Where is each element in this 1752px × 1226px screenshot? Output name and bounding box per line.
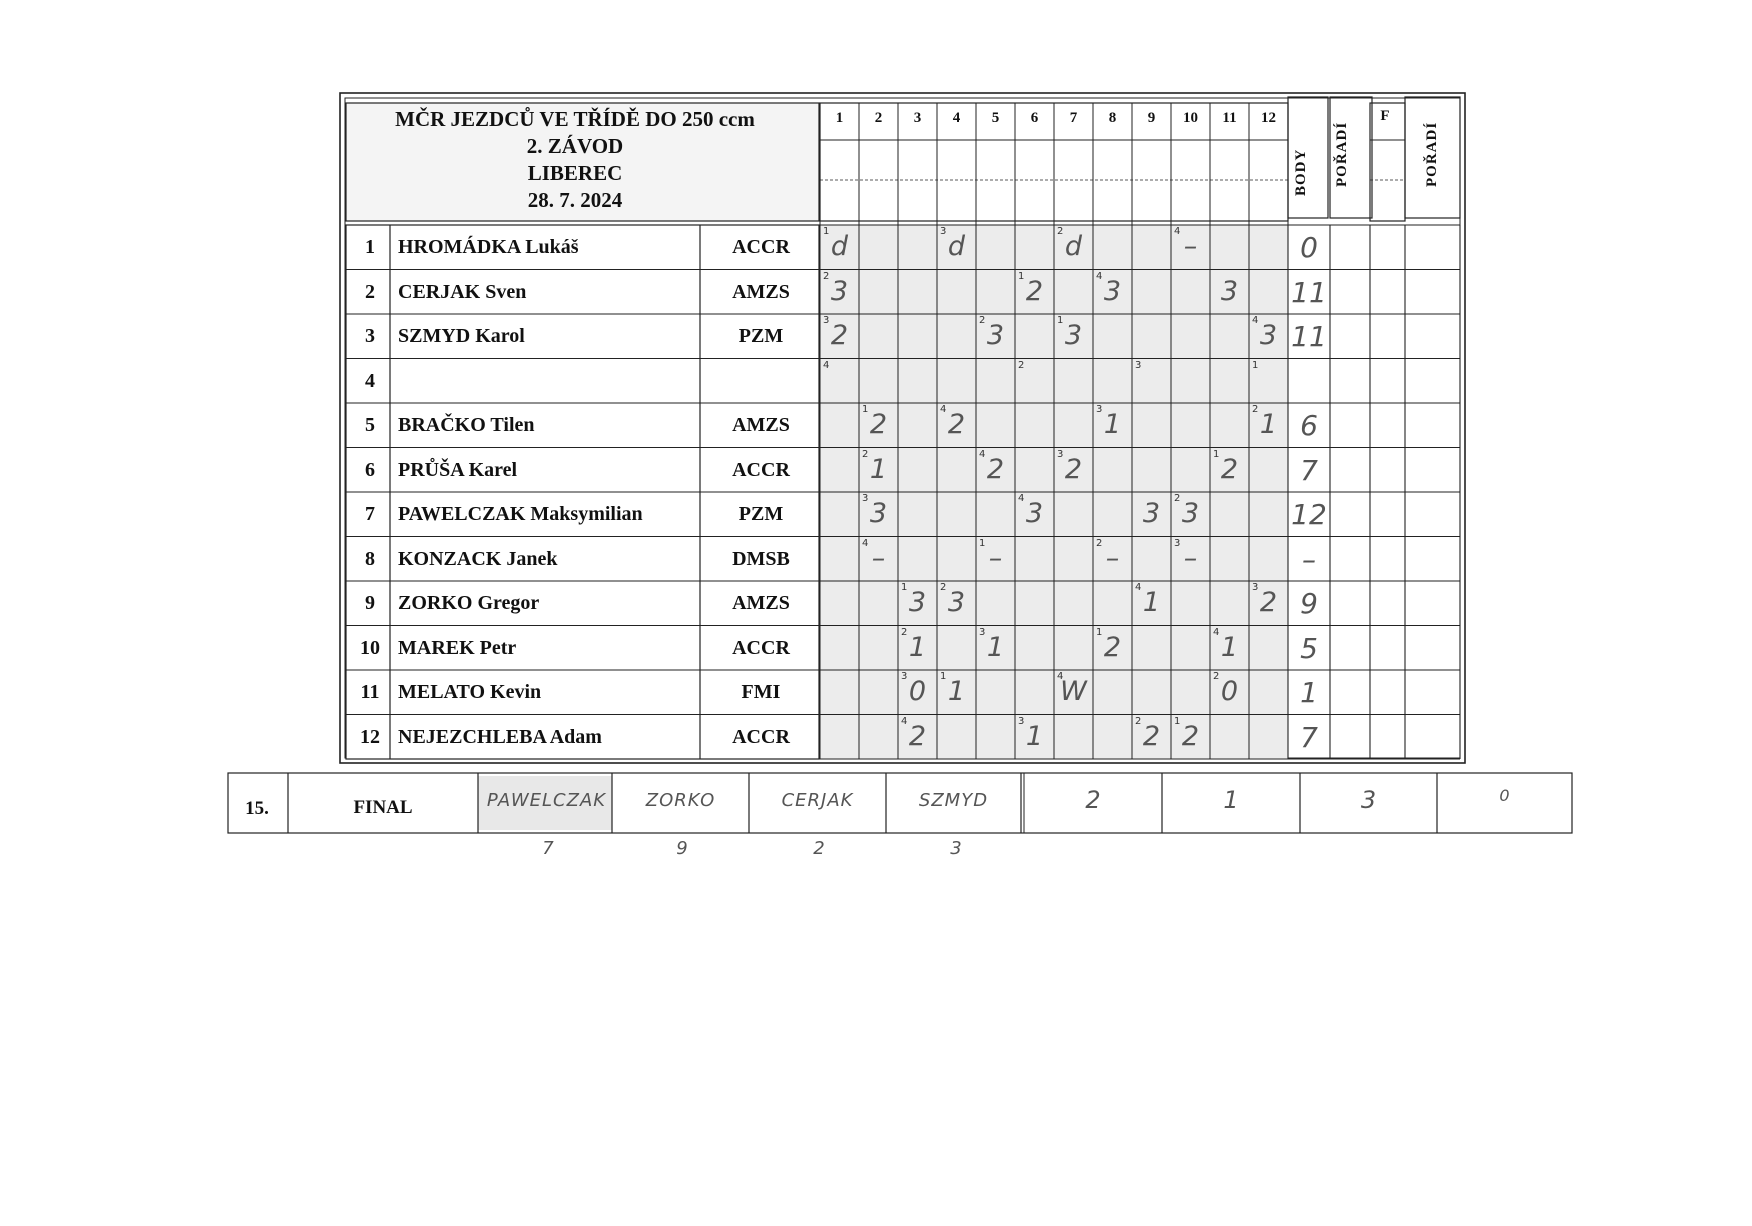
- final-heat-number: 15.: [245, 798, 269, 819]
- heat-header-10: 10: [1183, 110, 1198, 126]
- rider-number: 8: [365, 547, 375, 570]
- rider-name: HROMÁDKA Lukáš: [398, 236, 579, 258]
- rider-name: BRAČKO Tilen: [398, 414, 535, 436]
- gate-number: 4: [901, 715, 908, 727]
- heat-score: 2: [1181, 720, 1200, 752]
- final-rider-number: 2: [813, 838, 825, 859]
- heat-score: 2: [908, 720, 927, 752]
- final-rider-name: CERJAK: [781, 790, 854, 811]
- heat-score: 3: [869, 498, 888, 529]
- final-result: 3: [1360, 786, 1377, 814]
- final-rider-number: 7: [542, 838, 554, 859]
- gate-number: 4: [1174, 226, 1181, 237]
- gate-number: 4: [1135, 582, 1142, 593]
- gate-number: 3: [1096, 404, 1103, 415]
- gate-number: 1: [1213, 448, 1220, 460]
- final-rider-name: ZORKO: [645, 790, 716, 811]
- gate-number: 1: [1096, 626, 1103, 638]
- gate-number: 2: [1213, 671, 1220, 682]
- gate-number: 3: [1018, 715, 1025, 727]
- heat-score: 3: [1181, 498, 1200, 529]
- heat-score: 2: [869, 409, 888, 440]
- heat-score: 3: [1103, 275, 1122, 307]
- heat-score: 3: [1064, 320, 1083, 351]
- heat-score: 3: [1220, 275, 1239, 307]
- heat-score: 1: [1103, 409, 1122, 440]
- gate-number: 1: [1174, 715, 1181, 727]
- rider-name: SZMYD Karol: [398, 325, 525, 347]
- rider-club: PZM: [738, 503, 784, 525]
- heat-score: –: [1105, 542, 1120, 574]
- heat-score: 1: [986, 631, 1005, 663]
- body-column-label: BODY: [1293, 148, 1309, 196]
- rider-total: 11: [1291, 320, 1327, 353]
- rider-number: 9: [365, 592, 375, 614]
- heat-header-9: 9: [1147, 110, 1156, 126]
- heat-score: 1: [908, 631, 927, 663]
- heat-score: 1: [1142, 587, 1161, 618]
- gate-number: 1: [979, 537, 986, 549]
- heat-score: 3: [908, 587, 927, 618]
- heat-score: 3: [1142, 498, 1161, 529]
- heat-score: 2: [986, 453, 1005, 485]
- rider-club: ACCR: [732, 236, 790, 258]
- final-rider-name: SZMYD: [918, 790, 989, 811]
- rider-total: –: [1302, 542, 1316, 576]
- gate-number: 3: [1174, 537, 1181, 549]
- gate-number: 2: [1096, 537, 1103, 549]
- heat-score: 0: [1220, 676, 1239, 707]
- heat-header-4: 4: [952, 110, 961, 126]
- title-line-1: MČR JEZDCŮ VE TŘÍDĚ DO 250 ccm: [395, 107, 755, 131]
- heat-score: –: [1183, 542, 1198, 574]
- rider-club: AMZS: [732, 280, 790, 303]
- final-rider-name: PAWELCZAK: [486, 790, 607, 811]
- rider-club: ACCR: [732, 725, 790, 748]
- rider-number: 10: [360, 636, 380, 659]
- heat-score: d: [1064, 231, 1083, 262]
- heat-score: 3: [1025, 498, 1044, 529]
- rider-name: KONZACK Janek: [398, 547, 558, 570]
- title-line-2: 2. ZÁVOD: [526, 134, 624, 158]
- heat-score: 3: [1259, 320, 1278, 351]
- gate-number: 4: [823, 359, 830, 371]
- rider-total: 0: [1300, 231, 1318, 264]
- gate-number: 4: [1057, 671, 1064, 682]
- rider-number: 4: [365, 369, 375, 392]
- gate-number: 4: [1213, 626, 1220, 638]
- gate-number: 3: [1057, 448, 1064, 460]
- gate-number: 4: [862, 537, 869, 549]
- heat-header-8: 8: [1108, 110, 1117, 126]
- rider-name: MAREK Petr: [398, 636, 517, 659]
- heat-header-5: 5: [991, 110, 1000, 126]
- final-label: FINAL: [353, 797, 413, 818]
- heat-score: 2: [1220, 453, 1239, 485]
- heat-score: 2: [1064, 453, 1083, 485]
- heat-score: 2: [830, 320, 849, 351]
- heat-score: 1: [1259, 409, 1278, 440]
- gate-number: 2: [940, 582, 947, 593]
- rider-number: 5: [365, 414, 375, 436]
- gate-number: 3: [1252, 582, 1259, 593]
- rider-name: PAWELCZAK Maksymilian: [398, 503, 643, 525]
- heat-score: W: [1060, 676, 1087, 707]
- gate-number: 2: [979, 315, 986, 326]
- heat-score: 2: [947, 409, 966, 440]
- heat-header-7: 7: [1069, 110, 1078, 126]
- heat-header-2: 2: [874, 110, 883, 126]
- rider-name: NEJEZCHLEBA Adam: [398, 725, 602, 748]
- rider-name: ZORKO Gregor: [398, 592, 540, 614]
- final-rider-number: 9: [676, 838, 688, 859]
- poradi2-column-label: POŘADÍ: [1424, 121, 1440, 187]
- rider-club: AMZS: [732, 592, 790, 614]
- heat-score: 2: [1142, 720, 1161, 752]
- rider-club: FMI: [741, 681, 781, 703]
- rider-club: PZM: [738, 325, 784, 347]
- heat-score: 1: [869, 453, 888, 485]
- rider-total: 12: [1291, 498, 1327, 531]
- rider-name: PRŮŠA Karel: [398, 458, 518, 481]
- gate-number: 3: [901, 671, 908, 682]
- gate-number: 1: [1057, 315, 1064, 326]
- gate-number: 3: [1135, 359, 1142, 371]
- gate-number: 2: [823, 270, 830, 282]
- gate-number: 3: [940, 226, 947, 237]
- rider-name: CERJAK Sven: [398, 280, 527, 303]
- gate-number: 1: [823, 226, 830, 237]
- heat-score: –: [988, 542, 1003, 574]
- rider-number: 1: [365, 236, 375, 258]
- rider-total: 6: [1300, 409, 1318, 442]
- gate-number: 2: [1252, 404, 1259, 415]
- heat-score: 3: [986, 320, 1005, 351]
- heat-header-6: 6: [1030, 110, 1039, 126]
- heat-score: 1: [1025, 720, 1044, 752]
- gate-number: 1: [1018, 270, 1025, 282]
- gate-number: 2: [901, 626, 908, 638]
- rider-total: 1: [1300, 676, 1318, 709]
- final-rider-number: 3: [950, 838, 962, 859]
- rider-club: ACCR: [732, 636, 790, 659]
- heat-header-1: 1: [835, 110, 844, 126]
- heat-header-3: 3: [913, 110, 922, 126]
- final-result: 2: [1085, 786, 1101, 814]
- gate-number: 1: [940, 671, 947, 682]
- rider-number: 3: [365, 325, 375, 347]
- gate-number: 2: [1135, 715, 1142, 727]
- gate-number: 4: [1096, 270, 1103, 282]
- heat-score: d: [830, 231, 849, 262]
- poradi-column-label: POŘADÍ: [1334, 121, 1350, 187]
- rider-total: 11: [1291, 275, 1327, 309]
- rider-club: DMSB: [732, 547, 790, 570]
- rider-total: 5: [1300, 631, 1318, 665]
- gate-number: 4: [1018, 493, 1025, 504]
- rider-number: 7: [365, 503, 375, 525]
- gate-number: 2: [1018, 359, 1025, 371]
- gate-number: 4: [1252, 315, 1259, 326]
- rider-number: 12: [360, 725, 380, 748]
- heat-header-11: 11: [1222, 110, 1237, 126]
- gate-number: 4: [979, 448, 986, 460]
- title-line-4: 28. 7. 2024: [527, 188, 623, 212]
- gate-number: 3: [823, 315, 830, 326]
- rider-club: ACCR: [732, 458, 790, 481]
- f-column-label: F: [1380, 108, 1390, 124]
- gate-number: 3: [862, 493, 869, 504]
- heat-score: 1: [947, 676, 966, 707]
- heat-score: 2: [1025, 275, 1044, 307]
- final-result: 1: [1223, 786, 1239, 814]
- heat-score: 3: [830, 275, 849, 307]
- rider-number: 11: [360, 681, 380, 703]
- event-title: [342, 106, 808, 214]
- gate-number: 4: [940, 404, 947, 415]
- heat-score: 3: [947, 587, 966, 618]
- gate-number: 2: [862, 448, 869, 460]
- rider-number: 2: [365, 280, 375, 303]
- heat-score: 1: [1220, 631, 1239, 663]
- gate-number: 1: [901, 582, 908, 593]
- rider-total: 7: [1300, 720, 1318, 754]
- rider-number: 6: [365, 458, 375, 481]
- final-result: 0: [1499, 786, 1510, 805]
- heat-score: –: [1183, 231, 1198, 262]
- gate-number: 2: [1057, 226, 1064, 237]
- heat-score: d: [947, 231, 966, 262]
- heat-score: 2: [1259, 587, 1278, 618]
- rider-total: 9: [1300, 587, 1318, 620]
- gate-number: 1: [1252, 359, 1259, 371]
- heat-header-12: 12: [1261, 110, 1276, 126]
- gate-number: 2: [1174, 493, 1181, 504]
- heat-score: 0: [908, 676, 927, 707]
- title-line-3: LIBEREC: [527, 161, 623, 185]
- gate-number: 1: [862, 404, 869, 415]
- rider-club: AMZS: [732, 414, 790, 436]
- gate-number: 3: [979, 626, 986, 638]
- rider-name: MELATO Kevin: [398, 681, 542, 703]
- heat-score: –: [871, 542, 886, 574]
- heat-score: 2: [1103, 631, 1122, 663]
- rider-total: 7: [1300, 453, 1318, 487]
